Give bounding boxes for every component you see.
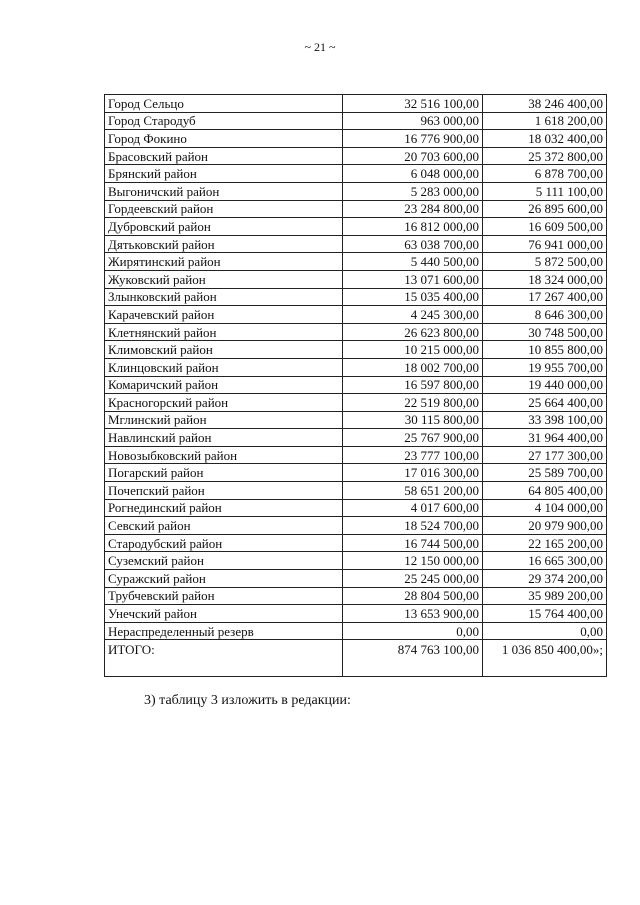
value-column-1-cell: 18 524 700,00	[343, 517, 483, 535]
total-row	[105, 640, 607, 677]
value-column-1-cell: 16 776 900,00	[343, 130, 483, 148]
value-column-2-cell: 76 941 000,00	[483, 235, 607, 253]
table-row	[105, 235, 607, 253]
district-name-cell: Брасовский район	[105, 147, 343, 165]
value-column-1-cell: 25 245 000,00	[343, 570, 483, 588]
value-column-2-cell: 18 324 000,00	[483, 270, 607, 288]
district-name-cell: Суражский район	[105, 570, 343, 588]
district-name-cell: Погарский район	[105, 464, 343, 482]
district-name-cell: Город Стародуб	[105, 112, 343, 130]
value-column-2-cell: 27 177 300,00	[483, 446, 607, 464]
district-name-cell: Нераспределенный резерв	[105, 622, 343, 640]
value-column-1-cell: 15 035 400,00	[343, 288, 483, 306]
value-column-2-cell: 19 440 000,00	[483, 376, 607, 394]
table-row	[105, 95, 607, 113]
value-column-2-cell: 4 104 000,00	[483, 499, 607, 517]
table-row	[105, 182, 607, 200]
district-name-cell: Навлинский район	[105, 429, 343, 447]
value-column-1-cell: 16 744 500,00	[343, 534, 483, 552]
value-column-2-cell: 29 374 200,00	[483, 570, 607, 588]
district-name-cell: Клинцовский район	[105, 358, 343, 376]
table-row	[105, 464, 607, 482]
table-row	[105, 622, 607, 640]
budget-table-body	[105, 95, 607, 677]
value-column-2-cell: 25 372 800,00	[483, 147, 607, 165]
value-column-1-cell: 23 284 800,00	[343, 200, 483, 218]
table-row	[105, 323, 607, 341]
value-column-2-cell: 22 165 200,00	[483, 534, 607, 552]
district-name-cell: Стародубский район	[105, 534, 343, 552]
district-name-cell: Суземский район	[105, 552, 343, 570]
district-name-cell: Трубчевский район	[105, 587, 343, 605]
district-name-cell: Город Фокино	[105, 130, 343, 148]
value-column-1-cell: 0,00	[343, 622, 483, 640]
value-column-1-cell: 25 767 900,00	[343, 429, 483, 447]
value-column-2-cell: 25 589 700,00	[483, 464, 607, 482]
table-row	[105, 306, 607, 324]
district-name-cell: Жуковский район	[105, 270, 343, 288]
table-row	[105, 253, 607, 271]
table-row	[105, 570, 607, 588]
value-column-2-cell: 18 032 400,00	[483, 130, 607, 148]
table-row	[105, 165, 607, 183]
table-row	[105, 499, 607, 517]
value-column-1-cell: 26 623 800,00	[343, 323, 483, 341]
table-row	[105, 587, 607, 605]
value-column-1-cell: 5 283 000,00	[343, 182, 483, 200]
value-column-2-cell: 15 764 400,00	[483, 605, 607, 623]
value-column-1-cell: 22 519 800,00	[343, 394, 483, 412]
value-column-1-cell: 20 703 600,00	[343, 147, 483, 165]
value-column-1-cell: 63 038 700,00	[343, 235, 483, 253]
district-name-cell: Город Сельцо	[105, 95, 343, 113]
district-name-cell: Почепский район	[105, 482, 343, 500]
table-row	[105, 534, 607, 552]
table-row	[105, 200, 607, 218]
table-row	[105, 288, 607, 306]
table-row	[105, 218, 607, 236]
total-value-column-1-cell: 874 763 100,00	[343, 640, 483, 677]
table-row	[105, 376, 607, 394]
value-column-2-cell: 16 665 300,00	[483, 552, 607, 570]
district-name-cell: Дятьковский район	[105, 235, 343, 253]
value-column-2-cell: 1 618 200,00	[483, 112, 607, 130]
district-name-cell: Жирятинский район	[105, 253, 343, 271]
value-column-2-cell: 20 979 900,00	[483, 517, 607, 535]
value-column-1-cell: 30 115 800,00	[343, 411, 483, 429]
table-row	[105, 429, 607, 447]
value-column-2-cell: 8 646 300,00	[483, 306, 607, 324]
district-name-cell: Карачевский район	[105, 306, 343, 324]
total-value-column-2-cell: 1 036 850 400,00»;	[483, 640, 607, 677]
table-row	[105, 270, 607, 288]
value-column-2-cell: 64 805 400,00	[483, 482, 607, 500]
table-row	[105, 482, 607, 500]
total-district-name-cell: ИТОГО:	[105, 640, 343, 677]
value-column-2-cell: 38 246 400,00	[483, 95, 607, 113]
budget-table	[104, 94, 607, 677]
value-column-1-cell: 4 245 300,00	[343, 306, 483, 324]
value-column-1-cell: 32 516 100,00	[343, 95, 483, 113]
district-name-cell: Климовский район	[105, 341, 343, 359]
value-column-1-cell: 58 651 200,00	[343, 482, 483, 500]
district-name-cell: Выгоничский район	[105, 182, 343, 200]
table-row	[105, 112, 607, 130]
table-row	[105, 341, 607, 359]
value-column-2-cell: 19 955 700,00	[483, 358, 607, 376]
value-column-1-cell: 16 597 800,00	[343, 376, 483, 394]
table-row	[105, 394, 607, 412]
table-row	[105, 358, 607, 376]
district-name-cell: Комаричский район	[105, 376, 343, 394]
value-column-1-cell: 16 812 000,00	[343, 218, 483, 236]
value-column-2-cell: 5 111 100,00	[483, 182, 607, 200]
value-column-2-cell: 35 989 200,00	[483, 587, 607, 605]
value-column-1-cell: 5 440 500,00	[343, 253, 483, 271]
value-column-2-cell: 6 878 700,00	[483, 165, 607, 183]
table-row	[105, 130, 607, 148]
value-column-1-cell: 28 804 500,00	[343, 587, 483, 605]
value-column-2-cell: 33 398 100,00	[483, 411, 607, 429]
value-column-2-cell: 10 855 800,00	[483, 341, 607, 359]
district-name-cell: Красногорский район	[105, 394, 343, 412]
district-name-cell: Мглинский район	[105, 411, 343, 429]
district-name-cell: Брянский район	[105, 165, 343, 183]
table-row	[105, 446, 607, 464]
value-column-1-cell: 10 215 000,00	[343, 341, 483, 359]
district-name-cell: Рогнединский район	[105, 499, 343, 517]
district-name-cell: Клетнянский район	[105, 323, 343, 341]
value-column-2-cell: 0,00	[483, 622, 607, 640]
value-column-1-cell: 963 000,00	[343, 112, 483, 130]
table-row	[105, 411, 607, 429]
district-name-cell: Злынковский район	[105, 288, 343, 306]
table-row	[105, 147, 607, 165]
value-column-2-cell: 25 664 400,00	[483, 394, 607, 412]
district-name-cell: Севский район	[105, 517, 343, 535]
table-row	[105, 517, 607, 535]
value-column-1-cell: 13 653 900,00	[343, 605, 483, 623]
district-name-cell: Новозыбковский район	[105, 446, 343, 464]
value-column-1-cell: 13 071 600,00	[343, 270, 483, 288]
value-column-2-cell: 30 748 500,00	[483, 323, 607, 341]
value-column-1-cell: 12 150 000,00	[343, 552, 483, 570]
value-column-2-cell: 16 609 500,00	[483, 218, 607, 236]
district-name-cell: Унечский район	[105, 605, 343, 623]
value-column-2-cell: 26 895 600,00	[483, 200, 607, 218]
value-column-2-cell: 31 964 400,00	[483, 429, 607, 447]
amendment-instruction: 3) таблицу 3 изложить в редакции:	[144, 693, 351, 708]
district-name-cell: Дубровский район	[105, 218, 343, 236]
district-name-cell: Гордеевский район	[105, 200, 343, 218]
value-column-2-cell: 5 872 500,00	[483, 253, 607, 271]
value-column-1-cell: 17 016 300,00	[343, 464, 483, 482]
value-column-2-cell: 17 267 400,00	[483, 288, 607, 306]
table-row	[105, 605, 607, 623]
value-column-1-cell: 6 048 000,00	[343, 165, 483, 183]
table-row	[105, 552, 607, 570]
value-column-1-cell: 23 777 100,00	[343, 446, 483, 464]
value-column-1-cell: 4 017 600,00	[343, 499, 483, 517]
page-number: ~ 21 ~	[304, 40, 336, 54]
value-column-1-cell: 18 002 700,00	[343, 358, 483, 376]
